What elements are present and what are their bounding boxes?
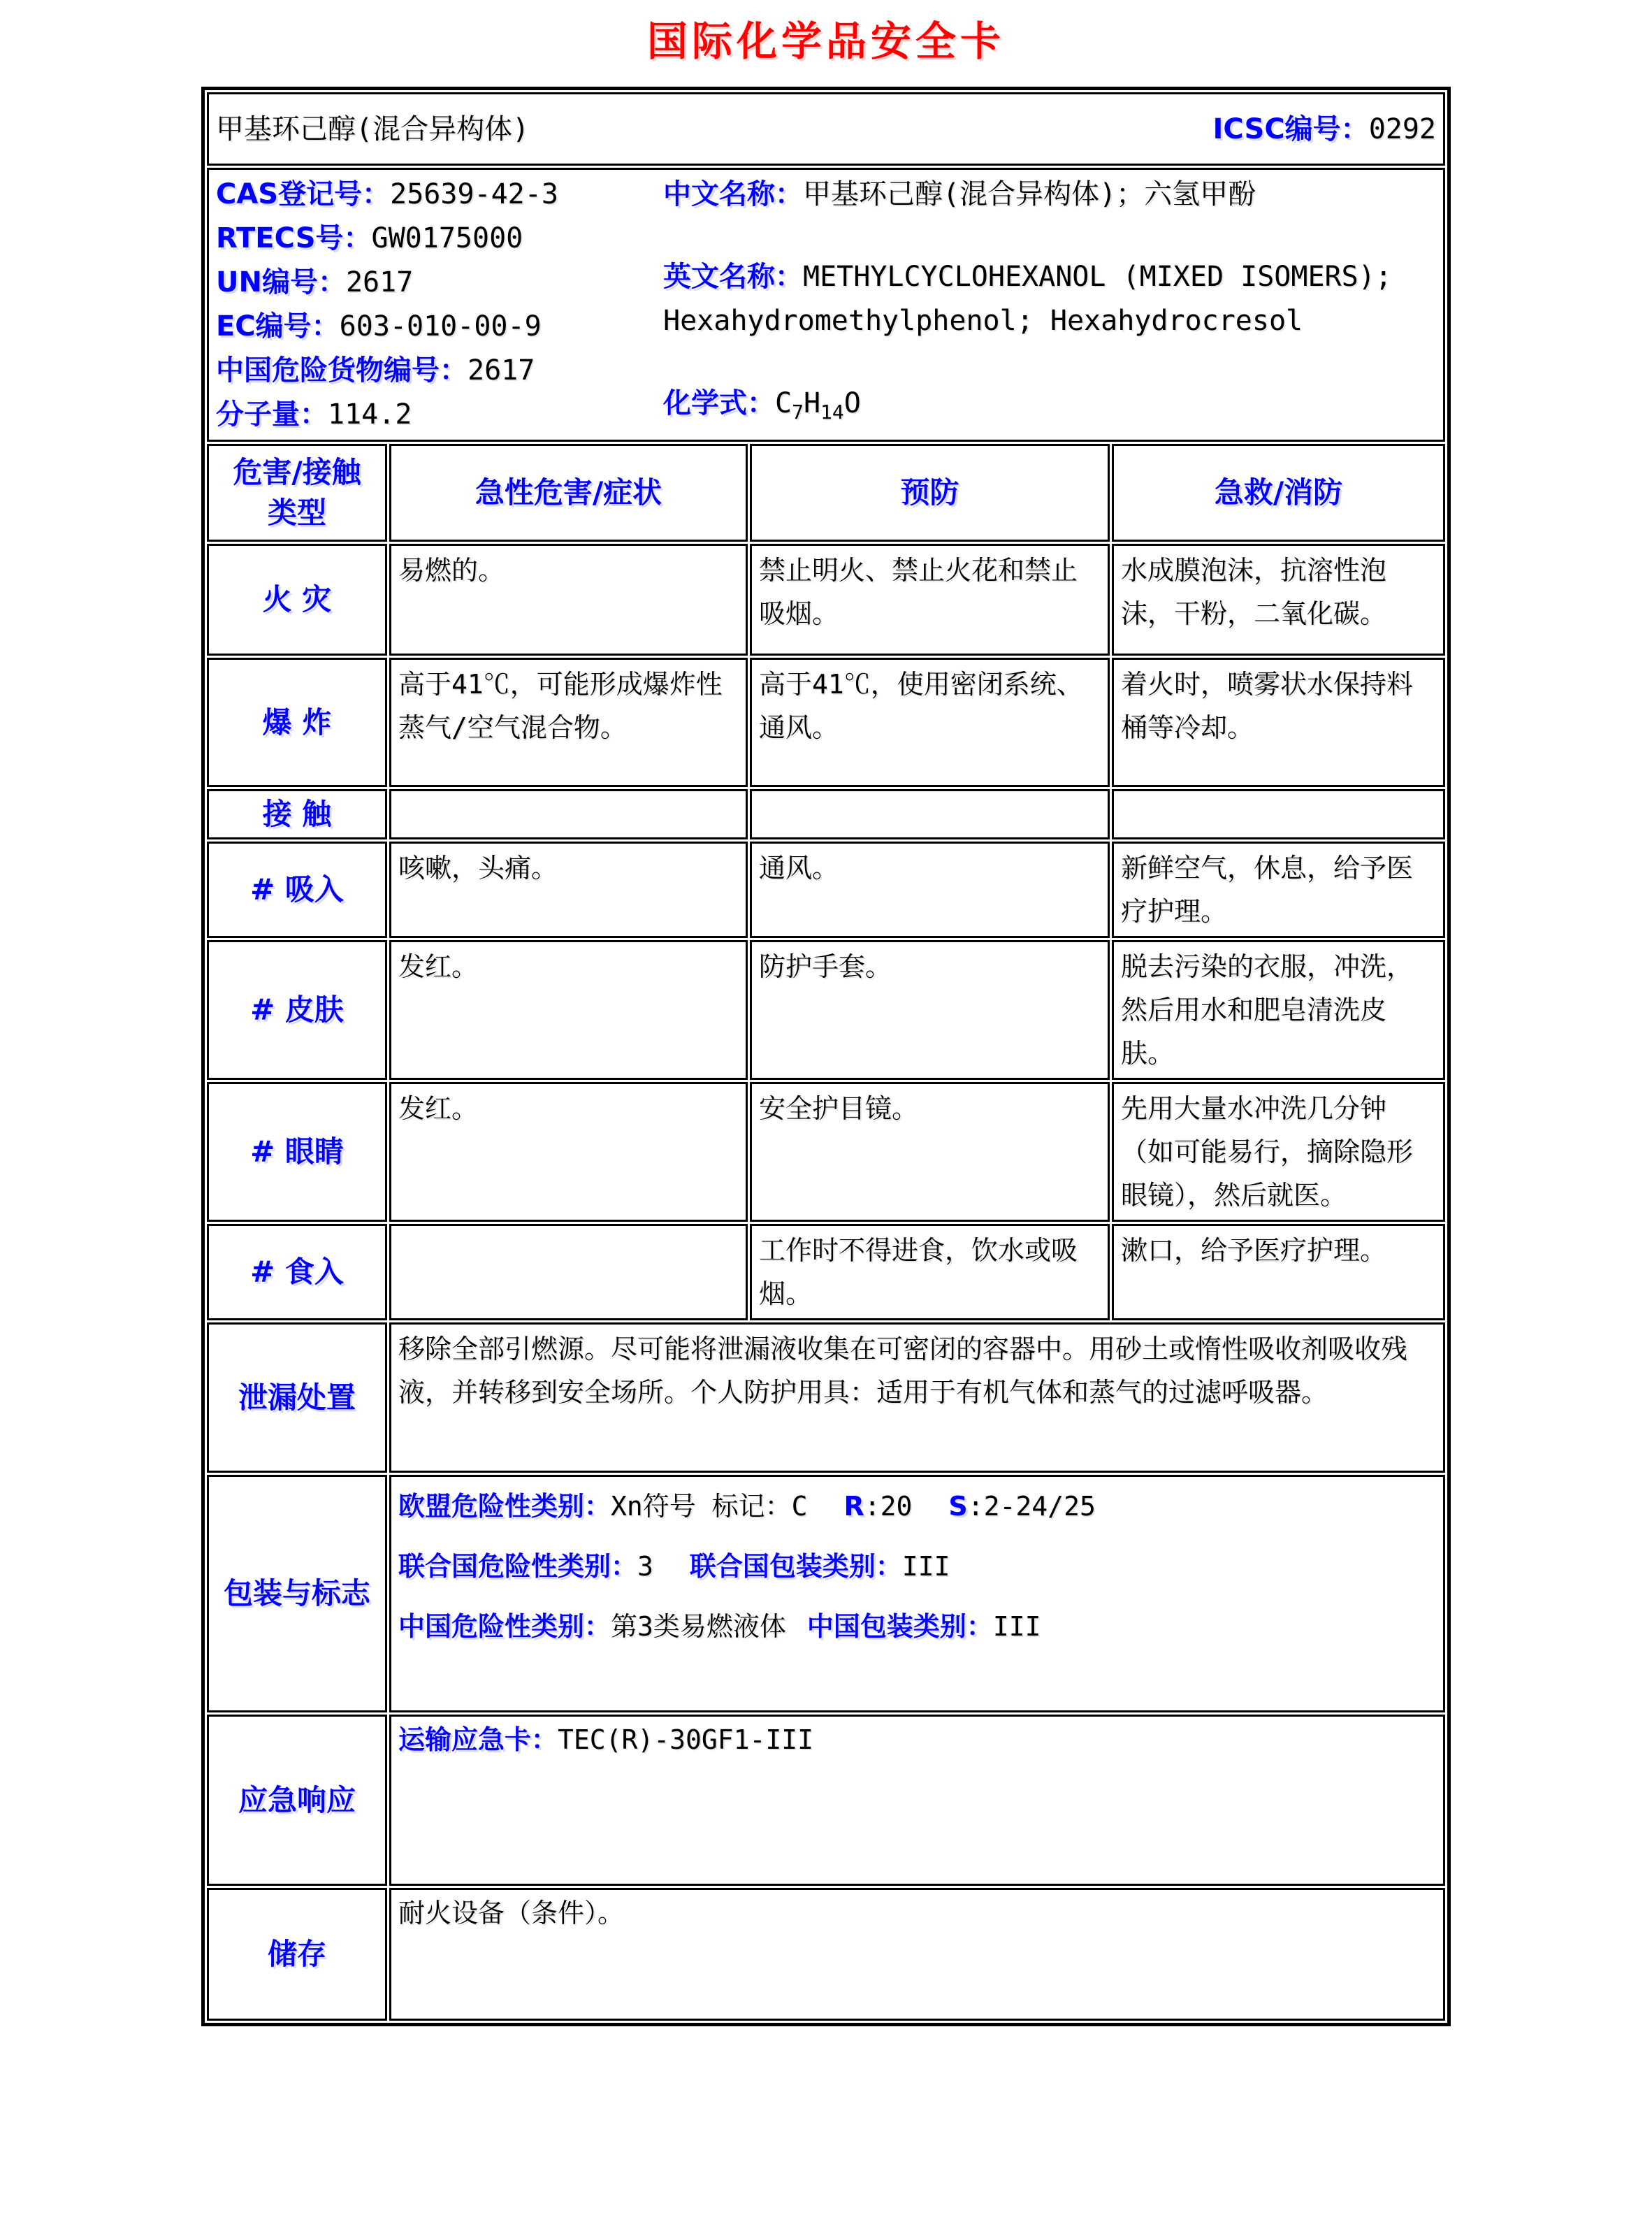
un-row [216, 261, 663, 305]
skin-first-aid: 脱去污染的衣服，冲洗，然后用水和肥皂清洗皮肤。 [1112, 940, 1445, 1080]
row-label-skin: # 皮肤 [207, 940, 387, 1080]
storage-text: 耐火设备（条件）。 [398, 1898, 624, 1928]
un-value: 2617 [345, 266, 414, 298]
contact-prevention [750, 789, 1110, 839]
eu-class-label: 欧盟危险性类别： [398, 1491, 611, 1522]
s-phrase-label: S [948, 1491, 968, 1522]
table-row-explosion [207, 658, 1445, 787]
ingestion-symptoms [389, 1224, 748, 1320]
un-hazard-class-label: 联合国危险性类别： [398, 1551, 637, 1582]
r-phrase-value: :20 [864, 1491, 913, 1522]
inhalation-first-aid: 新鲜空气，休息，给予医疗护理。 [1112, 842, 1445, 938]
row-label-eyes: # 眼睛 [207, 1082, 387, 1222]
icsc-card-table [201, 87, 1451, 2026]
cn-dg-value: 2617 [467, 354, 535, 387]
explosion-first-aid: 着火时，喷雾状水保持料桶等冷却。 [1112, 658, 1445, 787]
contact-symptoms [389, 789, 748, 839]
icsc-number-value: 0292 [1368, 113, 1437, 145]
eu-hazard-class-line [398, 1484, 1436, 1529]
table-row-fire [207, 544, 1445, 656]
hazard-header-row [207, 444, 1445, 542]
explosion-prevention: 高于41℃，使用密闭系统、通风。 [750, 658, 1110, 787]
zh-name-value: 甲基环己醇(混合异构体)；六氢甲酚 [802, 178, 1256, 210]
s-phrase-value: :2-24/25 [967, 1491, 1096, 1522]
molecular-weight-row [216, 393, 663, 437]
un-packing-group-value: III [901, 1551, 950, 1582]
storage-text-cell [389, 1888, 1445, 2021]
identifiers-row [207, 168, 1445, 442]
name-section [663, 173, 1436, 437]
transport-emergency-card-line [398, 1719, 1436, 1760]
table-row-inhalation [207, 842, 1445, 938]
chemical-formula: $C_7H_{14}O$ [774, 387, 861, 424]
fire-prevention: 禁止明火、禁止火花和禁止吸烟。 [750, 544, 1110, 656]
table-row-packaging-labeling [207, 1475, 1445, 1712]
zh-name-label: 中文名称： [662, 178, 803, 210]
skin-symptoms: 发红。 [389, 940, 748, 1080]
col-header-hazard-type: 危害/接触 类型 [207, 444, 387, 542]
cn-dangerous-goods-row [216, 349, 663, 393]
table-row-skin [207, 940, 1445, 1080]
cn-packing-group-value: III [992, 1611, 1041, 1642]
chemical-header-row [207, 92, 1445, 166]
chinese-name-row [663, 173, 1436, 217]
ingestion-prevention: 工作时不得进食，饮水或吸烟。 [750, 1224, 1110, 1320]
row-label-storage: 储存 [207, 1888, 387, 2021]
table-row-eyes [207, 1082, 1445, 1222]
rtecs-value: GW0175000 [371, 222, 523, 254]
cas-row [216, 173, 663, 217]
row-label-contact: 接 触 [207, 789, 387, 839]
col-header-symptoms: 急性危害/症状 [389, 444, 748, 542]
english-name-row [663, 255, 1436, 343]
tec-value: TEC(R)-30GF1-III [558, 1724, 814, 1755]
spill-disposal-text-cell [389, 1322, 1445, 1473]
table-row-emergency-response [207, 1715, 1445, 1886]
un-hazard-class-value: 3 [637, 1551, 653, 1582]
packaging-details-cell [389, 1475, 1445, 1712]
tec-label: 运输应急卡： [398, 1724, 558, 1755]
eyes-first-aid: 先用大量水冲洗几分钟（如可能易行，摘除隐形眼镜），然后就医。 [1112, 1082, 1445, 1222]
spill-disposal-text: 移除全部引燃源。尽可能将泄漏液收集在可密闭的容器中。用砂土或惰性吸收剂吸收残液，并转移到安全场所。个人防护用具：适用于有机气体和蒸气的过滤呼吸器。 [398, 1334, 1407, 1408]
cn-packing-group-label: 中国包装类别： [806, 1611, 993, 1642]
formula-label: 化学式： [662, 387, 775, 419]
un-packing-group-label: 联合国包装类别： [689, 1551, 902, 1582]
en-name-label: 英文名称： [662, 261, 803, 293]
cn-hazard-class-value: 第3类易燃液体 [611, 1611, 786, 1642]
explosion-symptoms: 高于41℃，可能形成爆炸性蒸气/空气混合物。 [389, 658, 748, 787]
emergency-response-cell [389, 1715, 1445, 1886]
row-label-ingestion: # 食入 [207, 1224, 387, 1320]
rtecs-label: RTECS号： [215, 222, 372, 254]
inhalation-prevention: 通风。 [750, 842, 1110, 938]
ec-row [216, 305, 663, 349]
cn-hazard-class-label: 中国危险性类别： [398, 1611, 611, 1642]
row-label-spill-disposal: 泄漏处置 [207, 1322, 387, 1473]
skin-prevention: 防护手套。 [750, 940, 1110, 1080]
un-label: UN编号： [215, 266, 346, 298]
col-header-prevention: 预防 [750, 444, 1110, 542]
cas-label: CAS登记号： [215, 178, 391, 210]
ec-label: EC编号： [215, 310, 340, 342]
inhalation-symptoms: 咳嗽，头痛。 [389, 842, 748, 938]
identifier-list [216, 173, 663, 437]
icsc-number-label: ICSC编号： [1212, 113, 1369, 145]
row-label-fire: 火 灾 [207, 544, 387, 656]
un-class-line [398, 1544, 1436, 1589]
eyes-symptoms: 发红。 [389, 1082, 748, 1222]
table-row-contact [207, 789, 1445, 839]
mw-label: 分子量： [215, 398, 328, 431]
table-row-storage [207, 1888, 1445, 2021]
table-row-ingestion [207, 1224, 1445, 1320]
cn-dg-label: 中国危险货物编号： [215, 354, 468, 387]
page-title: 国际化学品安全卡 [646, 17, 1005, 65]
icsc-number [1213, 109, 1436, 150]
row-label-packaging: 包装与标志 [207, 1475, 387, 1712]
row-label-emergency-response: 应急响应 [207, 1715, 387, 1886]
table-row-spill-disposal [207, 1322, 1445, 1473]
contact-first-aid [1112, 789, 1445, 839]
formula-row [663, 382, 1436, 426]
eyes-prevention: 安全护目镜。 [750, 1082, 1110, 1222]
ingestion-first-aid: 漱口，给予医疗护理。 [1112, 1224, 1445, 1320]
rtecs-row [216, 217, 663, 261]
fire-first-aid: 水成膜泡沫，抗溶性泡沫，干粉，二氧化碳。 [1112, 544, 1445, 656]
cn-class-line [398, 1604, 1436, 1649]
eu-class-value: Xn符号 标记：C [611, 1491, 808, 1522]
col-header-first-aid: 急救/消防 [1112, 444, 1445, 542]
row-label-explosion: 爆 炸 [207, 658, 387, 787]
fire-symptoms: 易燃的。 [389, 544, 748, 656]
row-label-inhalation: # 吸入 [207, 842, 387, 938]
en-name-line1: METHYLCYCLOHEXANOL (MIXED ISOMERS); [802, 261, 1392, 293]
en-name-line2: Hexahydromethylphenol; Hexahydrocresol [662, 305, 1303, 337]
ec-value: 603-010-00-9 [339, 310, 542, 342]
r-phrase-label: R [843, 1491, 864, 1522]
cas-value: 25639-42-3 [390, 178, 558, 210]
mw-value: 114.2 [327, 398, 412, 431]
chemical-name: 甲基环己醇(混合异构体) [215, 113, 530, 145]
